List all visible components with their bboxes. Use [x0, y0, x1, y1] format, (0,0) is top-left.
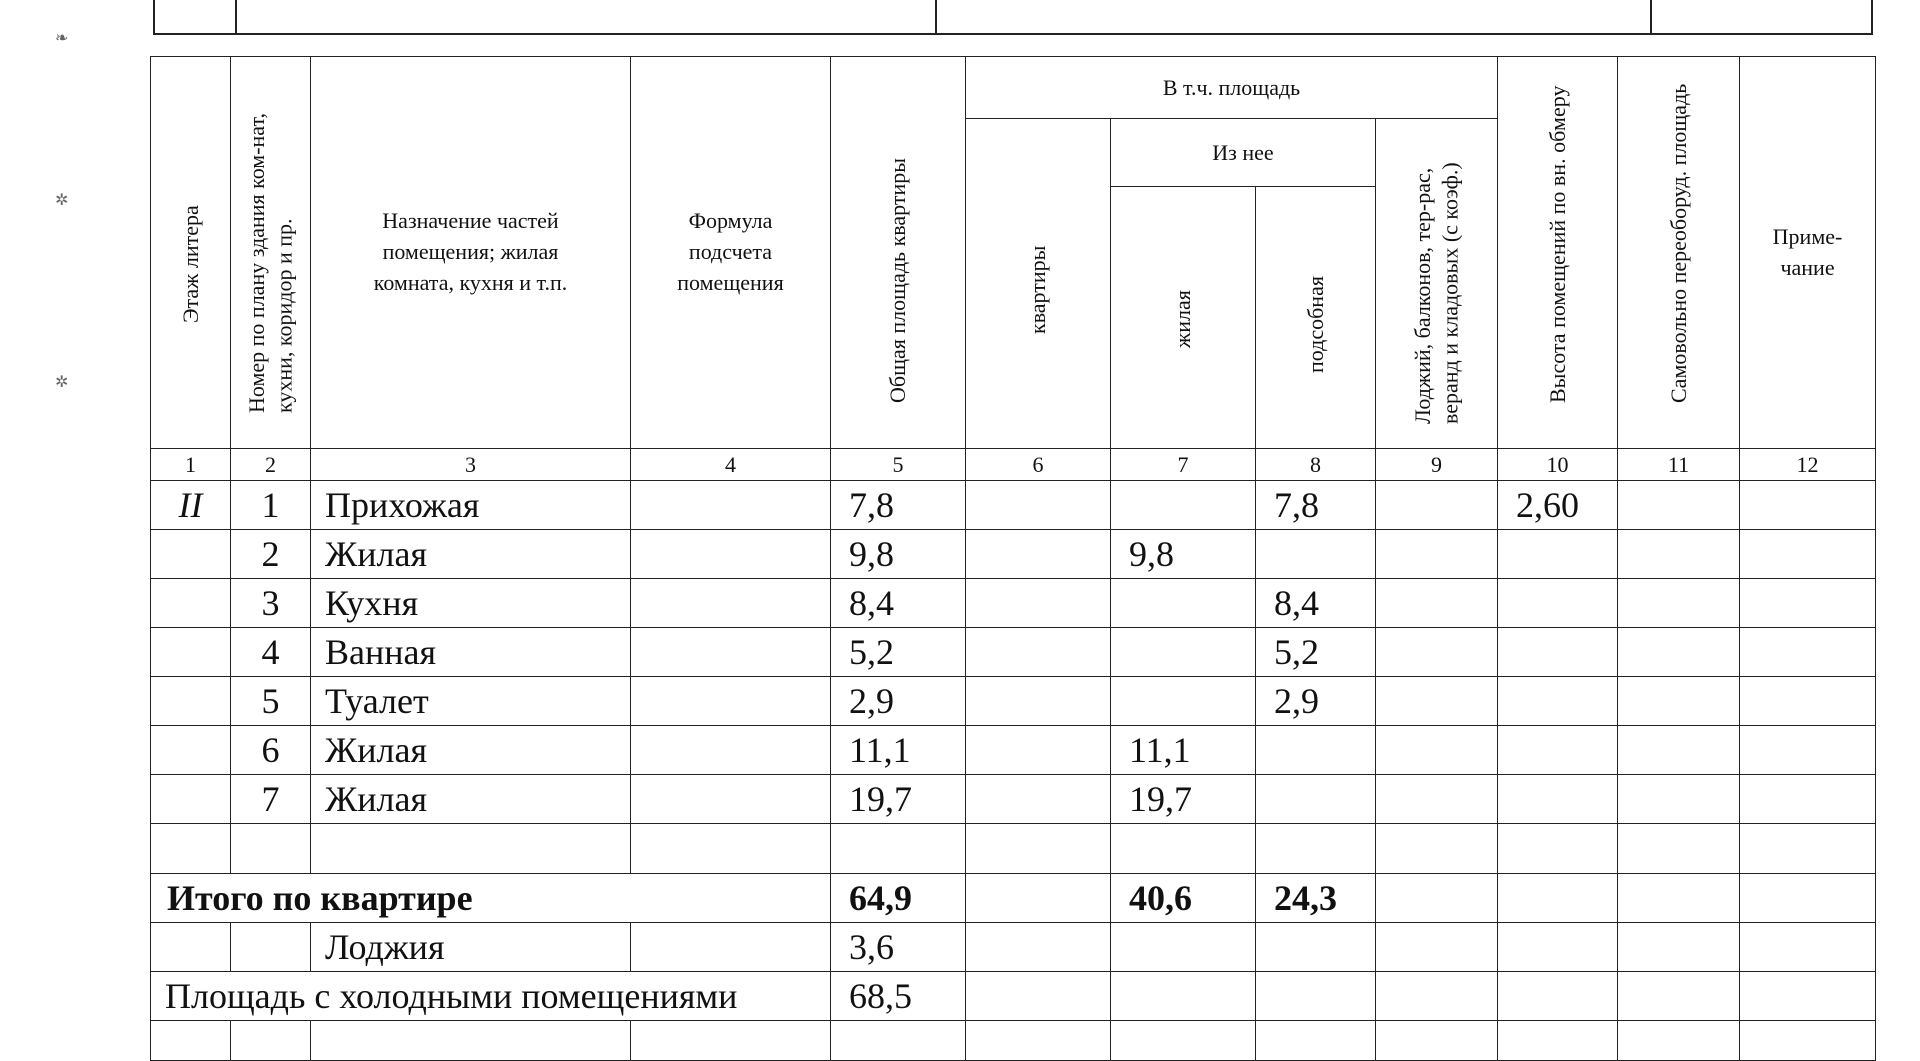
header-total-area: Общая площадь квартиры	[831, 57, 966, 449]
loggia-cell	[1376, 677, 1498, 726]
column-number-row	[151, 449, 1876, 481]
room-number-cell: 6	[231, 726, 311, 775]
empty-cell	[231, 1021, 311, 1061]
header-floor: Этаж литера	[151, 57, 231, 449]
formula-cell	[631, 628, 831, 677]
total-area-cell: 2,9	[831, 677, 966, 726]
auxiliary-sum: 24,3	[1256, 874, 1376, 923]
room-number-cell: 2	[231, 530, 311, 579]
scan-mark: ✲	[55, 374, 69, 391]
empty-cell	[1740, 923, 1876, 972]
cold-area-value: 68,5	[831, 972, 966, 1021]
formula-cell	[631, 579, 831, 628]
column-number: 11	[1618, 449, 1740, 481]
floor-cell	[151, 579, 231, 628]
auxiliary-cell: 7,8	[1256, 481, 1376, 530]
unauthorized-cell	[1618, 726, 1740, 775]
living-cell: 19,7	[1111, 775, 1256, 824]
apartment-cell	[966, 530, 1111, 579]
formula-cell	[631, 775, 831, 824]
note-cell	[1740, 530, 1876, 579]
total-area-cell: 5,2	[831, 628, 966, 677]
loggia-cell	[1376, 726, 1498, 775]
height-cell	[1498, 628, 1618, 677]
empty-cell	[151, 923, 231, 972]
formula-cell	[631, 481, 831, 530]
note-cell	[1740, 481, 1876, 530]
apartment-cell	[966, 579, 1111, 628]
empty-cell	[1256, 923, 1376, 972]
table-row	[151, 775, 1876, 824]
auxiliary-cell: 5,2	[1256, 628, 1376, 677]
table-row	[151, 677, 1876, 726]
unauthorized-cell	[1618, 677, 1740, 726]
auxiliary-cell	[1256, 530, 1376, 579]
empty-cell	[966, 1021, 1111, 1061]
floor-cell	[151, 628, 231, 677]
total-label: Итого по квартире	[151, 874, 831, 923]
unauthorized-cell	[1618, 628, 1740, 677]
apartment-cell	[966, 677, 1111, 726]
empty-cell	[1256, 824, 1376, 874]
apartment-cell	[966, 726, 1111, 775]
empty-cell	[1740, 874, 1876, 923]
apartment-cell	[966, 775, 1111, 824]
auxiliary-cell: 2,9	[1256, 677, 1376, 726]
column-number: 12	[1740, 449, 1876, 481]
formula-cell	[631, 530, 831, 579]
empty-cell	[151, 1021, 231, 1061]
empty-cell	[1376, 1021, 1498, 1061]
header-group-of-it: Из нее	[1111, 119, 1376, 187]
header-height: Высота помещений по вн. обмеру	[1498, 57, 1618, 449]
apartment-cell	[966, 874, 1111, 923]
loggia-label: Лоджия	[311, 923, 631, 972]
empty-cell	[1498, 972, 1618, 1021]
table-row	[151, 530, 1876, 579]
column-number: 7	[1111, 449, 1256, 481]
header-unauthorized-area: Самовольно переоборуд. площадь	[1618, 57, 1740, 449]
empty-cell	[1256, 1021, 1376, 1061]
living-cell	[1111, 481, 1256, 530]
total-area-cell: 11,1	[831, 726, 966, 775]
living-cell: 11,1	[1111, 726, 1256, 775]
empty-cell	[1618, 1021, 1740, 1061]
column-number: 8	[1256, 449, 1376, 481]
column-number: 4	[631, 449, 831, 481]
empty-cell	[231, 923, 311, 972]
empty-cell	[966, 923, 1111, 972]
floor-cell: II	[151, 481, 231, 530]
note-cell	[1740, 677, 1876, 726]
column-number: 10	[1498, 449, 1618, 481]
empty-cell	[1376, 874, 1498, 923]
header-note: Приме-чание	[1740, 57, 1876, 449]
height-cell	[1498, 677, 1618, 726]
scan-mark: ❧	[55, 30, 69, 47]
column-number: 6	[966, 449, 1111, 481]
formula-cell	[631, 726, 831, 775]
header-loggias: Лоджий, балконов, тер-рас, веранд и кладовых (с коэф.)	[1376, 119, 1498, 449]
empty-cell	[1376, 972, 1498, 1021]
empty-cell	[1740, 824, 1876, 874]
room-name-cell: Прихожая	[311, 481, 631, 530]
table-row	[151, 726, 1876, 775]
empty-cell	[1740, 1021, 1876, 1061]
height-cell: 2,60	[1498, 481, 1618, 530]
column-number: 9	[1376, 449, 1498, 481]
table-row	[151, 628, 1876, 677]
total-area-cell: 7,8	[831, 481, 966, 530]
total-area-cell: 19,7	[831, 775, 966, 824]
table-row	[151, 481, 1876, 530]
total-row	[151, 874, 1876, 923]
empty-cell	[1256, 972, 1376, 1021]
empty-cell	[231, 824, 311, 874]
height-cell	[1498, 726, 1618, 775]
height-cell	[1498, 775, 1618, 824]
unauthorized-cell	[1618, 775, 1740, 824]
header-room-number: Номер по плану здания ком-нат, кухни, коридор и пр.	[231, 57, 311, 449]
empty-cell	[966, 824, 1111, 874]
room-name-cell: Ванная	[311, 628, 631, 677]
empty-cell	[966, 972, 1111, 1021]
room-name-cell: Жилая	[311, 775, 631, 824]
empty-cell	[1498, 874, 1618, 923]
explication-table	[150, 56, 1876, 1061]
empty-cell	[1740, 972, 1876, 1021]
empty-row	[151, 824, 1876, 874]
empty-cell	[1376, 824, 1498, 874]
unauthorized-cell	[1618, 481, 1740, 530]
empty-cell	[1618, 824, 1740, 874]
note-cell	[1740, 579, 1876, 628]
frag-divider	[935, 0, 937, 33]
living-cell	[1111, 628, 1256, 677]
loggia-value: 3,6	[831, 923, 966, 972]
empty-cell	[311, 1021, 631, 1061]
empty-cell	[311, 824, 631, 874]
loggia-cell	[1376, 628, 1498, 677]
living-sum: 40,6	[1111, 874, 1256, 923]
frag-divider	[1650, 0, 1652, 33]
loggia-cell	[1376, 579, 1498, 628]
empty-cell	[1498, 923, 1618, 972]
auxiliary-cell: 8,4	[1256, 579, 1376, 628]
room-number-cell: 3	[231, 579, 311, 628]
room-number-cell: 7	[231, 775, 311, 824]
note-cell	[1740, 628, 1876, 677]
room-name-cell: Жилая	[311, 530, 631, 579]
column-number: 3	[311, 449, 631, 481]
empty-cell	[1111, 824, 1256, 874]
unauthorized-cell	[1618, 530, 1740, 579]
apartment-cell	[966, 628, 1111, 677]
height-cell	[1498, 530, 1618, 579]
total-area-sum: 64,9	[831, 874, 966, 923]
floor-cell	[151, 677, 231, 726]
header-room-purpose: Назначение частей помещения; жилая комната, кухня и т.п.	[311, 57, 631, 449]
header-apartment: квартиры	[966, 119, 1111, 449]
note-cell	[1740, 775, 1876, 824]
previous-table-fragment	[153, 0, 1873, 35]
auxiliary-cell	[1256, 775, 1376, 824]
header-living: жилая	[1111, 187, 1256, 449]
living-cell: 9,8	[1111, 530, 1256, 579]
empty-cell	[1618, 972, 1740, 1021]
loggia-row	[151, 923, 1876, 972]
total-area-cell: 9,8	[831, 530, 966, 579]
loggia-cell	[1376, 775, 1498, 824]
room-name-cell: Туалет	[311, 677, 631, 726]
loggia-cell	[1376, 530, 1498, 579]
floor-cell	[151, 775, 231, 824]
room-number-cell: 4	[231, 628, 311, 677]
empty-cell	[1111, 972, 1256, 1021]
empty-cell	[1498, 1021, 1618, 1061]
loggia-cell	[1376, 481, 1498, 530]
room-number-cell: 1	[231, 481, 311, 530]
column-number: 2	[231, 449, 311, 481]
column-number: 1	[151, 449, 231, 481]
header-auxiliary: подсобная	[1256, 187, 1376, 449]
empty-cell	[831, 1021, 966, 1061]
floor-cell	[151, 530, 231, 579]
cold-area-label: Площадь с холодными помещениями	[151, 972, 831, 1021]
column-number: 5	[831, 449, 966, 481]
empty-cell	[1111, 923, 1256, 972]
empty-cell	[1618, 874, 1740, 923]
empty-cell	[1618, 923, 1740, 972]
living-cell	[1111, 677, 1256, 726]
header-group-area: В т.ч. площадь	[966, 57, 1498, 119]
empty-cell	[151, 824, 231, 874]
table-row	[151, 579, 1876, 628]
empty-cell	[631, 824, 831, 874]
empty-cell	[631, 923, 831, 972]
scan-mark: ✲	[55, 192, 69, 209]
unauthorized-cell	[1618, 579, 1740, 628]
cold-area-row	[151, 972, 1876, 1021]
empty-cell	[1376, 923, 1498, 972]
partial-row	[151, 1021, 1876, 1061]
note-cell	[1740, 726, 1876, 775]
empty-cell	[831, 824, 966, 874]
empty-cell	[1111, 1021, 1256, 1061]
empty-cell	[631, 1021, 831, 1061]
formula-cell	[631, 677, 831, 726]
room-number-cell: 5	[231, 677, 311, 726]
living-cell	[1111, 579, 1256, 628]
empty-cell	[1498, 824, 1618, 874]
apartment-cell	[966, 481, 1111, 530]
floor-cell	[151, 726, 231, 775]
frag-divider	[235, 0, 237, 33]
total-area-cell: 8,4	[831, 579, 966, 628]
room-name-cell: Кухня	[311, 579, 631, 628]
height-cell	[1498, 579, 1618, 628]
room-name-cell: Жилая	[311, 726, 631, 775]
header-formula: Формула подсчета помещения	[631, 57, 831, 449]
auxiliary-cell	[1256, 726, 1376, 775]
